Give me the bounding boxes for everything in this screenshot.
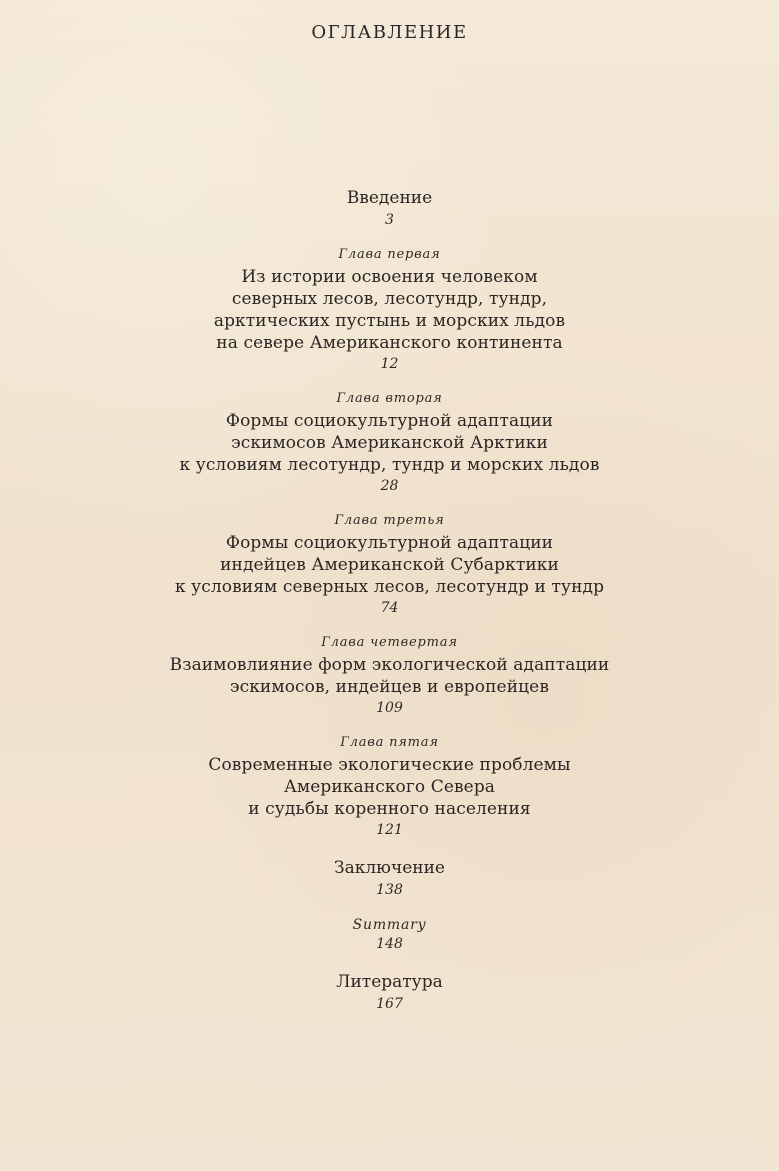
page-title: ОГЛАВЛЕНИЕ xyxy=(311,22,468,43)
chapter-5-title-line: Современные экологические проблемы xyxy=(208,755,571,775)
toc-entry-chapter-5 xyxy=(0,734,779,840)
toc-entry-chapter-1 xyxy=(0,246,779,374)
conclusion-page-number: 138 xyxy=(376,882,403,898)
chapter-3-title-line: Формы социокультурной адаптации xyxy=(225,533,554,553)
chapter-2-label: Глава вторая xyxy=(336,391,443,406)
introduction-page-number: 3 xyxy=(385,212,394,228)
chapter-1-page-number: 12 xyxy=(380,356,399,372)
chapter-1-title-line: северных лесов, лесотундр, тундр, xyxy=(231,289,548,309)
summary-page-number: 148 xyxy=(376,936,403,952)
chapter-3-title-line: индейцев Американской Субарктики xyxy=(220,555,559,575)
table-of-contents xyxy=(0,186,779,1014)
chapter-2-title xyxy=(0,410,779,476)
summary-title: Summary xyxy=(352,917,427,933)
toc-entry-conclusion xyxy=(0,856,779,900)
toc-entry-literature xyxy=(0,970,779,1014)
chapter-5-title xyxy=(0,754,779,820)
chapter-5-label: Глава пятая xyxy=(340,735,439,750)
chapter-1-title-line: на севере Американского континента xyxy=(216,333,563,353)
chapter-4-label: Глава четвертая xyxy=(321,635,458,650)
literature-title: Литература xyxy=(336,972,443,992)
chapter-1-label: Глава первая xyxy=(338,247,441,262)
chapter-1-title-line: арктических пустынь и морских льдов xyxy=(213,311,566,331)
chapter-3-title-line: к условиям северных лесов, лесотундр и тундр xyxy=(174,577,605,597)
chapter-4-title-line: эскимосов, индейцев и европейцев xyxy=(229,677,550,697)
toc-entry-introduction xyxy=(0,186,779,230)
chapter-1-title xyxy=(0,266,779,354)
toc-entry-chapter-3 xyxy=(0,512,779,618)
chapter-2-title-line: к условиям лесотундр, тундр и морских льдов xyxy=(179,455,600,475)
chapter-3-title xyxy=(0,532,779,598)
chapter-2-page-number: 28 xyxy=(380,478,399,494)
literature-page-number: 167 xyxy=(376,996,403,1012)
chapter-5-page-number: 121 xyxy=(376,822,403,838)
chapter-5-title-line: Американского Севера xyxy=(283,777,496,797)
chapter-3-page-number: 74 xyxy=(380,600,399,616)
toc-entry-chapter-4 xyxy=(0,634,779,718)
conclusion-title: Заключение xyxy=(334,858,445,878)
introduction-title: Введение xyxy=(346,188,433,208)
toc-entry-chapter-2 xyxy=(0,390,779,496)
toc-entry-summary xyxy=(0,916,779,954)
chapter-1-title-line: Из истории освоения человеком xyxy=(241,267,538,287)
chapter-4-title-line: Взаимовлияние форм экологической адаптации xyxy=(169,655,610,675)
chapter-5-title-line: и судьбы коренного населения xyxy=(248,799,531,819)
chapter-2-title-line: эскимосов Американской Арктики xyxy=(231,433,548,453)
chapter-2-title-line: Формы социокультурной адаптации xyxy=(225,411,554,431)
chapter-3-label: Глава третья xyxy=(334,513,445,528)
chapter-4-title xyxy=(0,654,779,698)
chapter-4-page-number: 109 xyxy=(376,700,403,716)
